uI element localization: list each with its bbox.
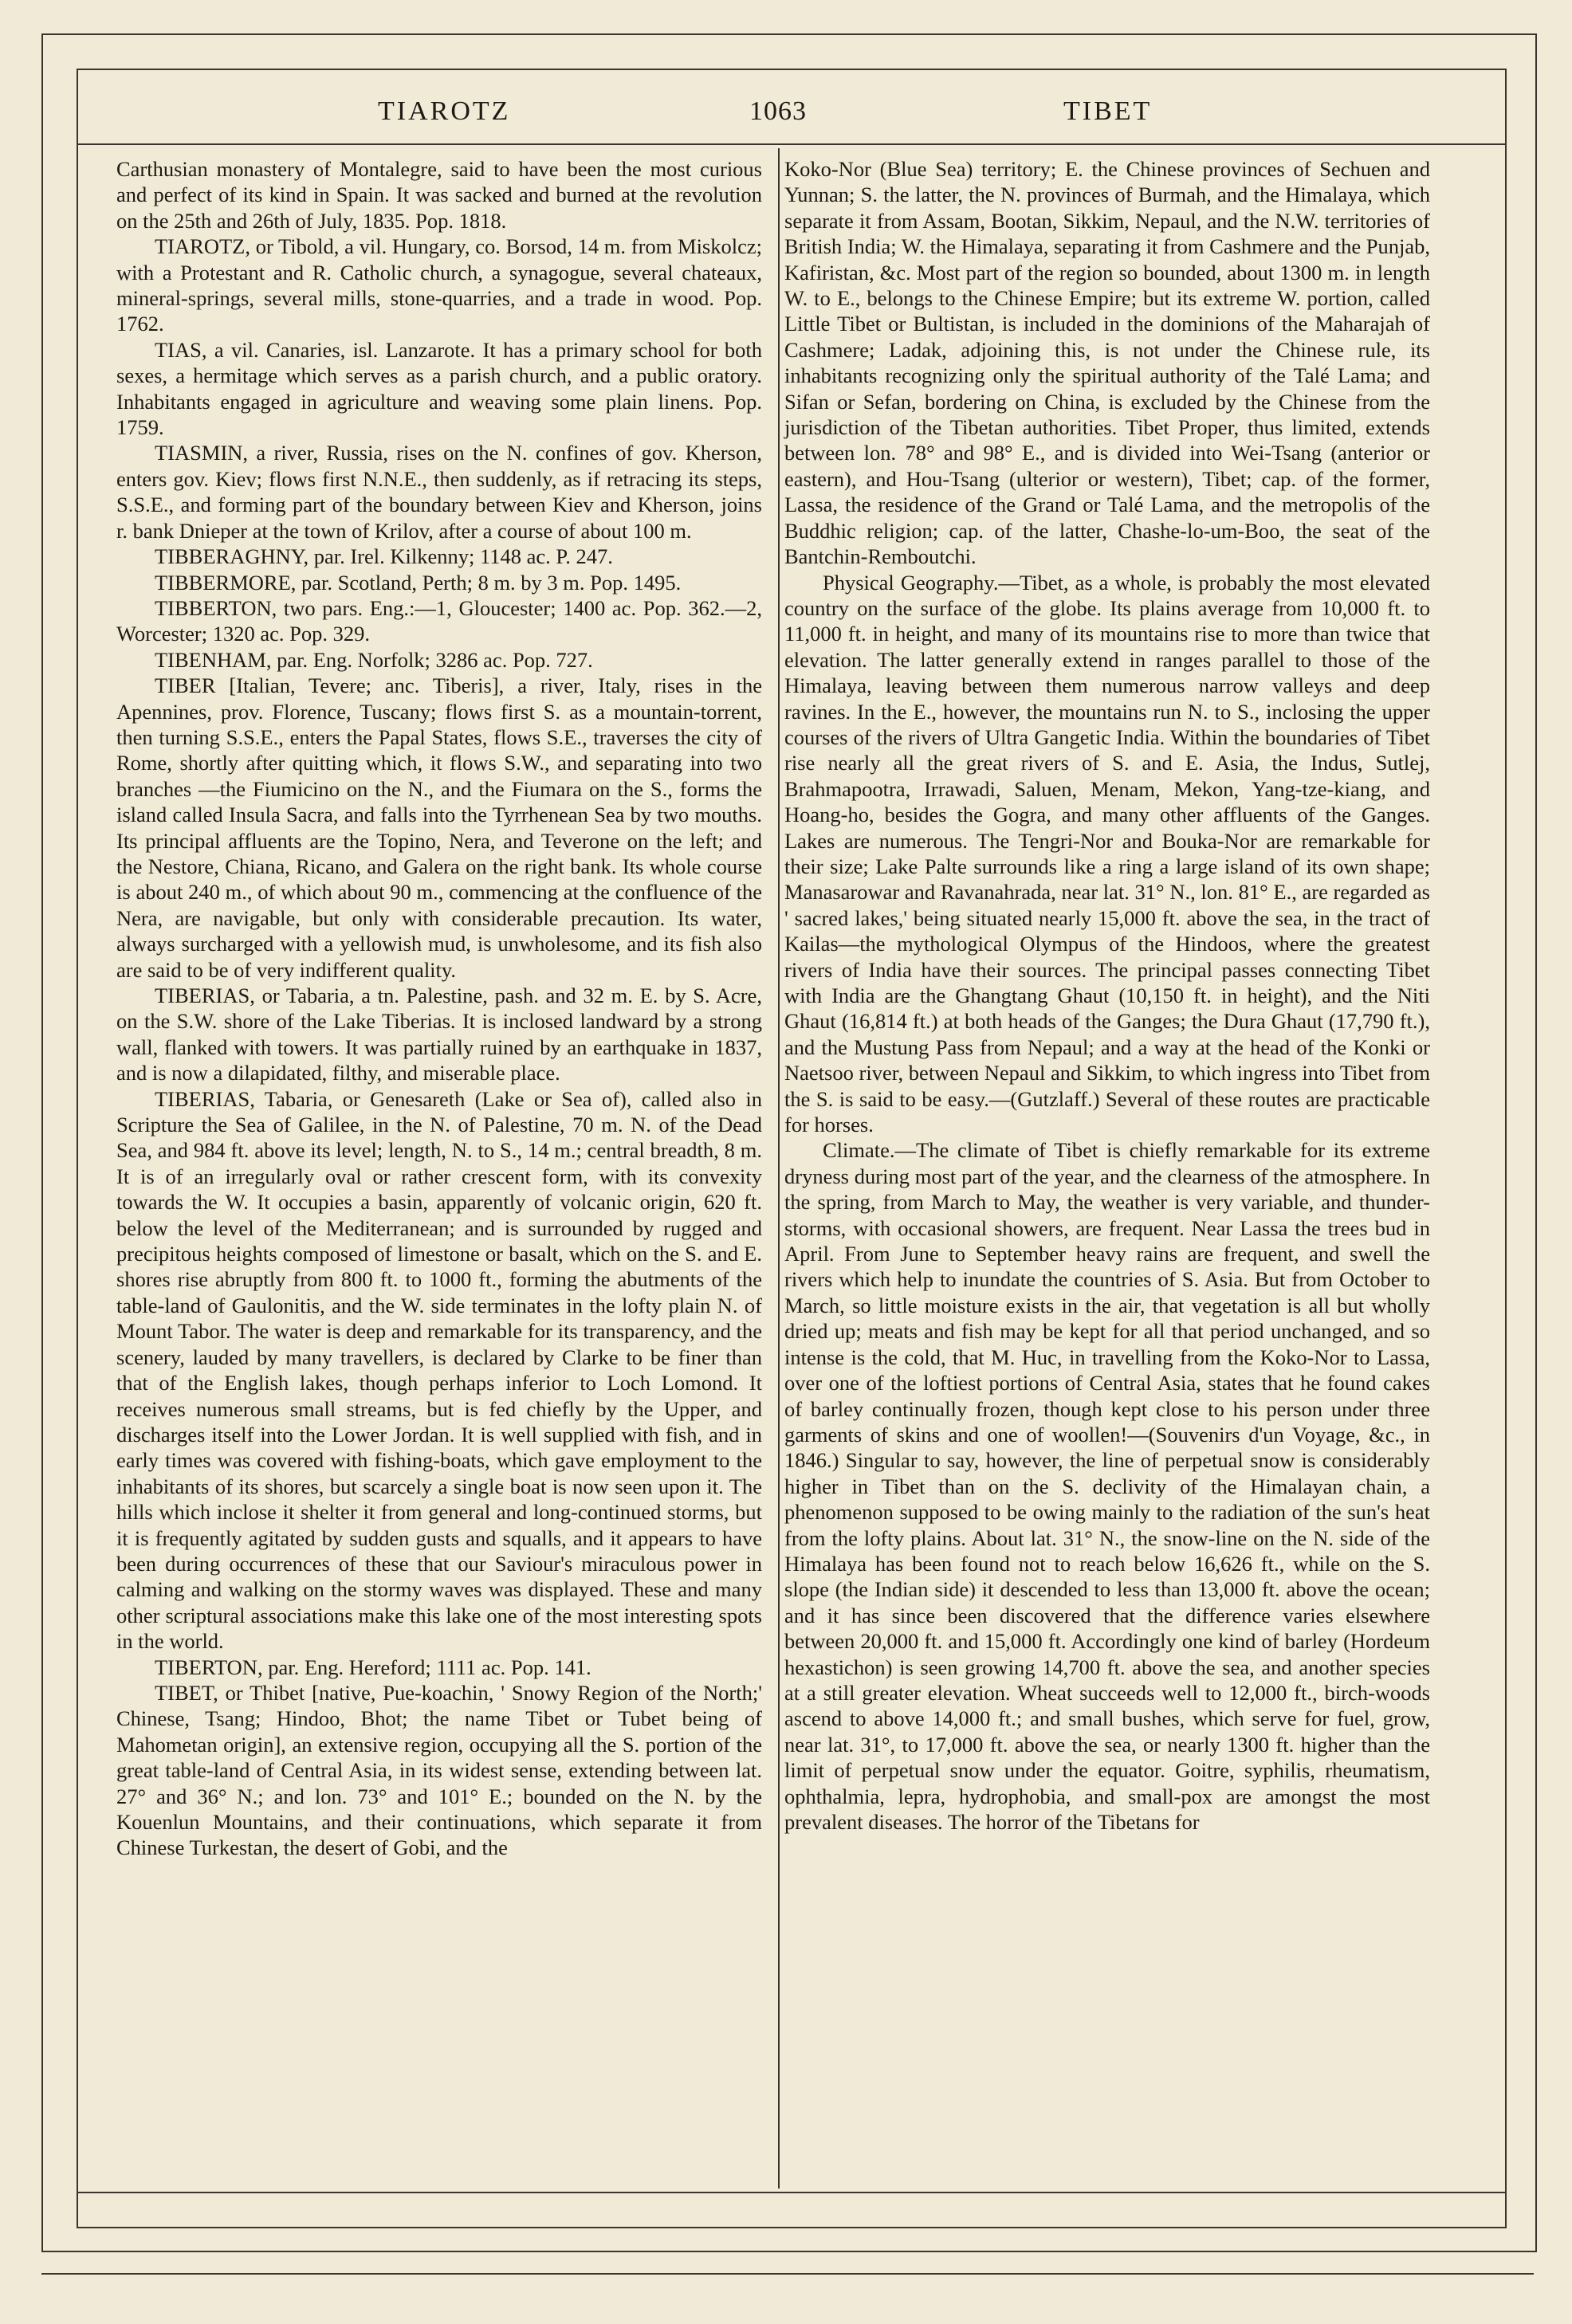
column-divider (778, 148, 780, 2189)
left-guide-word: TIAROTZ (378, 96, 511, 126)
entry-tias: TIAS, a vil. Canaries, isl. Lanzarote. It has a primary school for both sexes, a hermitage which serves as a parish church, and a public oratory. Inhabitants engaged in agriculture and weaving some plain linens. Pop. 1759. (116, 337, 762, 440)
entry-tiberias-town: TIBERIAS, or Tabaria, a tn. Palestine, pash. and 32 m. E. by S. Acre, on the S.W. shore of the Lake Tiberias. It is inclosed landward by a strong wall, flanked with towers. It was partially ruined by an earthquake in 1837, and is now a dilapidated, filthy, and miserable place. (116, 983, 762, 1085)
right-guide-word: TIBET (1063, 96, 1153, 126)
entry-tiberias-lake: TIBERIAS, Tabaria, or Genesareth (Lake or Sea of), called also in Scripture the Sea of Galilee, in the N. of Palestine, 70 m. N. of the Dead Sea, and 984 ft. above its level; length, N. to S., 14 m.; central breadth, 8 m. It is of an irregularly oval or rather crescent form, with its convexity towards the W. It occupies a basin, apparently of volcanic origin, 620 ft. below the level of the Mediterranean; and is surrounded by rugged and precipitous heights composed of limestone or basalt, which on the S. and E. shores rise abruptly from 800 ft. to 1000 ft., forming the abutments of the table-land of Gaulonitis, and the W. side terminates in the lofty plain N. of Mount Tabor. The water is deep and remarkable for its transparency, and the scenery, lauded by many travellers, is declared by Clarke to be finer than that of the English lakes, though perhaps inferior to Loch Lomond. It receives numerous small streams, but is fed chiefly by the Upper, and discharges itself into the Lower Jordan. It is well supplied with fish, and in early times was covered with fishing-boats, which gave employment to the inhabitants of its shores, but scarcely a single boat is now seen upon it. The hills which inclose it shelter it from general and long-continued storms, but it is frequently agitated by sudden gusts and squalls, and it appears to have been during occurrences of these that our Saviour's miraculous power in calming and walking on the stormy waves was displayed. These and many other scriptural associations make this lake one of the most interesting spots in the world. (116, 1086, 762, 1654)
right-column (784, 156, 1430, 1835)
entry-tiasmin: TIASMIN, a river, Russia, rises on the N. confines of gov. Kherson, enters gov. Kiev; flows first N.N.E., then suddenly, as if retracing its steps, S.S.E., and forming part of the boundary between Kiev and Kherson, joins r. bank Dnieper at the town of Krilov, after a course of about 100 m. (116, 441, 762, 543)
entry-tiber: TIBER [Italian, Tevere; anc. Tiberis], a river, Italy, rises in the Apennines, prov. Florence, Tuscany; flows first S. as a mountain-torrent, then turning S.S.E., enters the Papal States, flows S.E., traverses the city of Rome, shortly after quitting which, it flows S.W., and separating into two branches —the Fiumicino on the N., and the Fiumara on the S., forms the island called Insula Sacra, and falls into the Tyrrhenean Sea by two mouths. Its principal affluents are the Topino, Nera, and Teverone on the left; and the Nestore, Chiana, Ricano, and Galera on the right bank. Its whole course is about 240 m., of which about 90 m., commencing at the confluence of the Nera, are navigable, but only with considerable precaution. Its water, always surcharged with a yellowish mud, is unwholesome, and its fish also are said to be of very indifferent quality. (116, 673, 762, 982)
entry-tiberton: TIBERTON, par. Eng. Hereford; 1111 ac. Pop. 141. (155, 1655, 591, 1679)
page-number: 1063 (749, 96, 807, 126)
tibet-climate: Climate.—The climate of Tibet is chiefly remarkable for its extreme dryness during most part of the year, and the clearness of the atmosphere. In the spring, from March to May, the weather is very variable, and thunder-storms, with occasional showers, are frequent. Near Lassa the trees bud in April. From June to September heavy rains are frequent, and swell the rivers which help to inundate the countries of S. Asia. But from October to March, so little moisture exists in the air, that vegetation is all but wholly dried up; meats and fish may be kept for all that period unchanged, and so intense is the cold, that M. Huc, in travelling from the Koko-Nor to Lassa, over one of the loftiest portions of Central Asia, states that he found cakes of barley continually frozen, though kept close to his person under three garments of skins and one of woollen!—(Souvenirs d'un Voyage, &c., in 1846.) Singular to say, however, the line of perpetual snow is considerably higher in Tibet than on the S. declivity of the Himalayan chain, a phenomenon supposed to be owing mainly to the radiation of the sun's heat from the lofty plains. About lat. 31° N., the snow-line on the N. side of the Himalaya has been found not to reach below 16,626 ft., while on the S. slope (the Indian side) it descended to less than 13,000 ft. above the ocean; and it has since been discovered that the difference varies elsewhere between 20,000 ft. and 15,000 ft. Accordingly one kind of barley (Hordeum hexastichon) is seen growing 14,700 ft. above the sea, and another species at a still greater elevation. Wheat succeeds well to 12,000 ft., birch-woods ascend to above 14,000 ft.; and small bushes, which serve for fuel, grow, near lat. 31°, to 17,000 ft. above the sea, or nearly 1300 ft. higher than the limit of perpetual snow under the equator. Goitre, syphilis, rheumatism, ophthalmia, lepra, hydrophobia, and small-pox are amongst the most prevalent diseases. The horror of the Tibetans for (784, 1138, 1430, 1834)
entry-tibet: TIBET, or Thibet [native, Pue-koachin, ' Snowy Region of the North;' Chinese, Tsang; Hindoo, Bhot; the name Tibet or Tubet being of Mahometan origin], an extensive region, occupying all the S. portion of the great table-land of Central Asia, in its widest sense, extending between lat. 27° and 36° N.; and lon. 73° and 101° E.; bounded on the N. by the Kouenlun Mountains, and their continuations, which separate it from Chinese Turkestan, the desert of Gobi, and the (116, 1680, 762, 1860)
bottom-rule (41, 2273, 1534, 2275)
header-rule (77, 143, 1505, 145)
tibet-physical-geography: Physical Geography.—Tibet, as a whole, is probably the most elevated country on the surface of the globe. Its plains average from 10,000 ft. to 11,000 ft. in height, and many of its mountains rise to more than twice that elevation. The latter generally extend in ranges parallel to those of the Himalaya, leaving between them numerous narrow valleys and deep ravines. In the E., however, the mountains run N. to S., inclosing the upper courses of the rivers of Ultra Gangetic India. Within the boundaries of Tibet rise nearly all the great rivers of S. and E. Asia, the Indus, Sutlej, Brahmapootra, Irrawadi, Saluen, Menam, Mekon, Yang-tze-kiang, and Hoang-ho, besides the Gogra, and many other affluents of the Ganges. Lakes are numerous. The Tengri-Nor and Bouka-Nor are remarkable for their size; Lake Palte surrounds like a ring a large island of its own shape; Manasarowar and Ravanahrada, near lat. 31° N., lon. 81° E., are regarded as ' sacred lakes,' being situated nearly 15,000 ft. above the sea, in the tract of Kailas—the mythological Olympus of the Hindoos, where the greatest rivers of India have their sources. The principal passes connecting Tibet with India are the Ghangtang Ghaut (10,150 ft. in height), and the Niti Ghaut (16,814 ft.) at both heads of the Ganges; the Dura Ghaut (17,790 ft.), and the Mustung Pass from Nepaul; and a way at the head of the Konki or Naetsoo river, between Nepaul and Sikkim, to which ingress into Tibet from the S. is said to be easy.—(Gutzlaff.) Several of these routes are practicable for horses. (784, 570, 1430, 1137)
entry-tiarotz: TIAROTZ, or Tibold, a vil. Hungary, co. Borsod, 14 m. from Miskolcz; with a Protestant and R. Catholic church, a synagogue, several chateaux, mineral-springs, several mills, stone-quarries, and a trade in wood. Pop. 1762. (116, 234, 762, 336)
entry-tibberaghny: TIBBERAGHNY, par. Irel. Kilkenny; 1148 ac. P. 247. (155, 544, 613, 569)
tibet-continued: Koko-Nor (Blue Sea) territory; E. the Chinese provinces of Sechuen and Yunnan; S. the latter, the N. provinces of Burmah, and the Himalaya, which separate it from Assam, Bootan, Sikkim, Nepaul, and the N.W. territories of British India; W. the Himalaya, separating it from Cashmere and the Punjab, Kafiristan, &c. Most part of the region so bounded, about 1300 m. in length W. to E., belongs to the Chinese Empire; but its extreme W. portion, called Little Tibet or Bultistan, is included in the dominions of the Maharajah of Cashmere; Ladak, adjoining this, is not under the Chinese rule, its inhabitants recognizing only the spiritual authority of the Talé Lama; and Sifan or Sefan, bordering on China, is excluded by the Chinese from the jurisdiction of the Tibetan authorities. Tibet Proper, thus limited, extends between lon. 78° and 98° E., and is divided into Wei-Tsang (anterior or eastern), and Hou-Tsang (ulterior or western), Tibet; cap. of the former, Lassa, the residence of the Grand or Talé Lama, and the metropolis of the Buddhic religion; cap. of the latter, Chashe-lo-um-Boo, the seat of the Bantchin-Remboutchi. (784, 157, 1430, 569)
footer-rule (77, 2192, 1505, 2193)
entry-tibberton: TIBBERTON, two pars. Eng.:—1, Gloucester; 1400 ac. Pop. 362.—2, Worcester; 1320 ac. Pop. 329. (116, 595, 762, 646)
entry-tibbermore: TIBBERMORE, par. Scotland, Perth; 8 m. by 3 m. Pop. 1495. (155, 570, 682, 595)
left-column (116, 156, 762, 1861)
entry-paragraph: Carthusian monastery of Montalegre, said to have been the most curious and perfect of its kind in Spain. It was sacked and burned at the revolution on the 25th and 26th of July, 1835. Pop. 1818. (116, 157, 762, 233)
entry-tibenham: TIBENHAM, par. Eng. Norfolk; 3286 ac. Pop. 727. (155, 647, 593, 672)
